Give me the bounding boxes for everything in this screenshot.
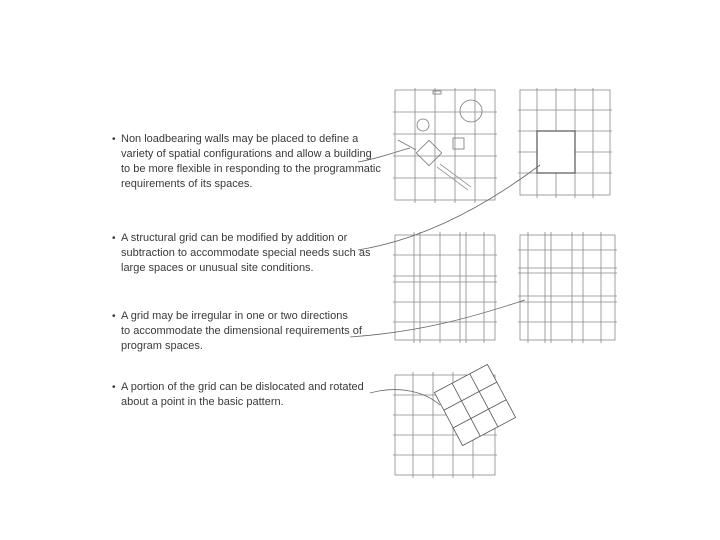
- bullet-dot: •: [112, 134, 116, 145]
- leader-lines: [350, 148, 540, 405]
- note-line: Non loadbearing walls may be placed to define a: [121, 133, 359, 145]
- diagram-large-space: [518, 88, 612, 198]
- note-line: large spaces or unusual site conditions.: [121, 262, 314, 274]
- bullet-dot: •: [112, 311, 116, 322]
- note-line: program spaces.: [121, 340, 203, 352]
- note-line: to be more flexible in responding to the programmatic: [121, 163, 381, 175]
- note-line: A grid may be irregular in one or two directions: [121, 310, 348, 322]
- diagram-nonloadbearing-walls: [393, 88, 497, 203]
- diagram-modified-grid: [393, 232, 497, 343]
- note-line: requirements of its spaces.: [121, 178, 253, 190]
- note-line: A structural grid can be modified by addition or: [121, 232, 348, 244]
- diagram-rotated-grid: [393, 364, 516, 478]
- note-line: about a point in the basic pattern.: [121, 396, 284, 408]
- bullet-dot: •: [112, 233, 116, 244]
- note-line: to accommodate the dimensional requirements of: [121, 325, 362, 337]
- note-line: variety of spatial configurations and allow a building: [121, 148, 372, 160]
- note-line: A portion of the grid can be dislocated and rotated: [121, 381, 364, 393]
- note-line: subtraction to accommodate special needs such as: [121, 247, 371, 259]
- diagram-irregular-grid: [518, 232, 617, 343]
- bullet-dot: •: [112, 382, 116, 393]
